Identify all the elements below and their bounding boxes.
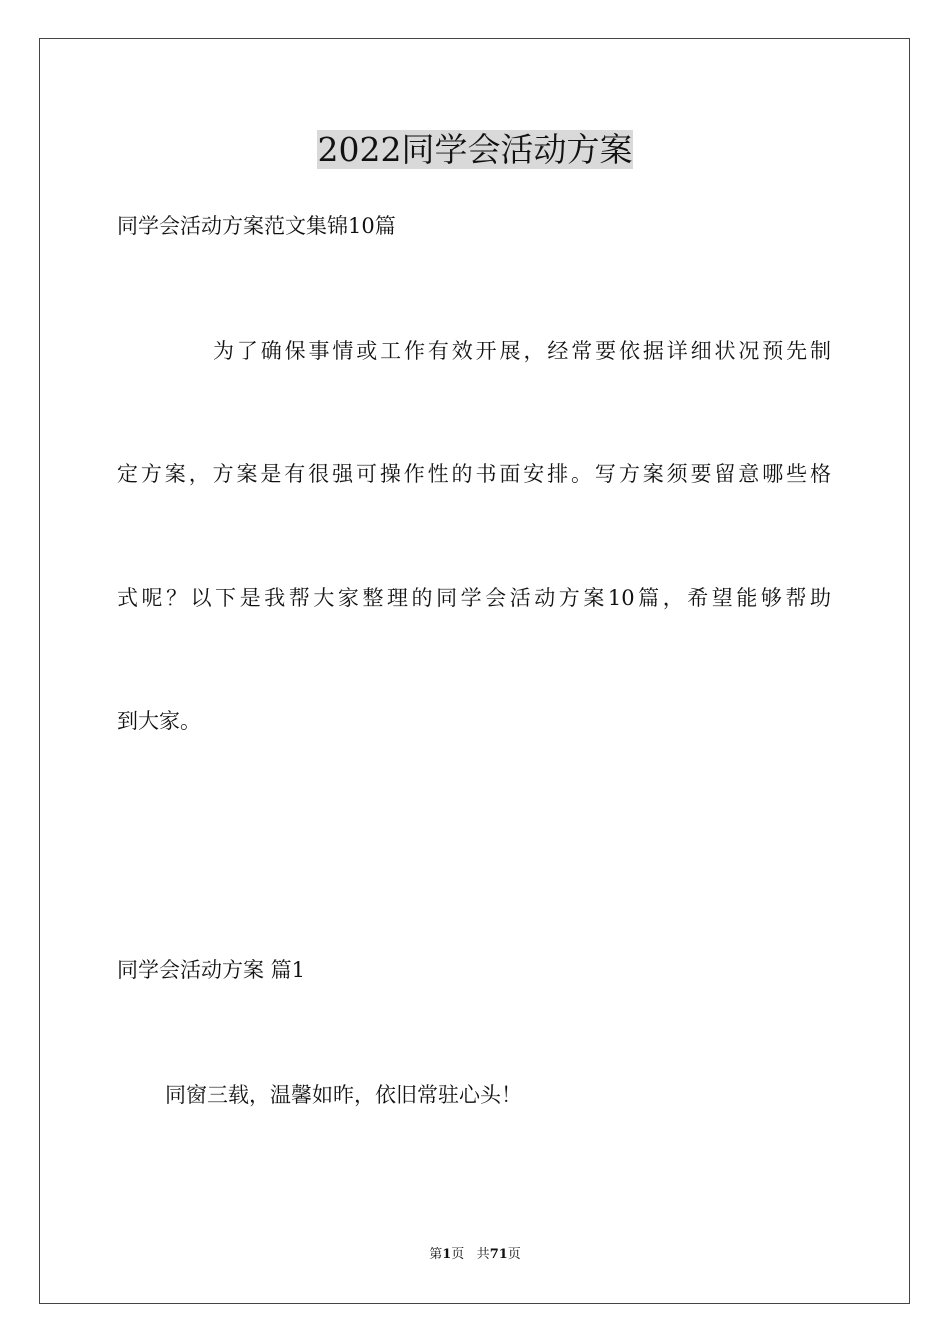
intro-line-4: 到大家。: [117, 709, 201, 733]
footer-total-pages: 71: [489, 1247, 508, 1262]
section-first-line: 同窗三载，温馨如昨，依旧常驻心头！: [165, 1083, 522, 1107]
footer-total-suffix: 页: [507, 1247, 521, 1262]
footer-page-prefix: 第: [429, 1247, 443, 1262]
footer-page-suffix: 页: [451, 1247, 465, 1262]
intro-line-3: 式呢？以下是我帮大家整理的同学会活动方案10篇，希望能够帮助: [117, 586, 831, 610]
document-subtitle: 同学会活动方案范文集锦10篇: [117, 214, 396, 238]
document-title-text: 2022同学会活动方案: [317, 130, 633, 169]
intro-line-2: 定方案，方案是有很强可操作性的书面安排。写方案须要留意哪些格: [117, 462, 831, 486]
section-heading: 同学会活动方案 篇1: [117, 958, 306, 982]
intro-line-1: 为了确保事情或工作有效开展，经常要依据详细状况预先制: [213, 339, 831, 363]
footer-page-current: 1: [442, 1247, 452, 1262]
page-footer: [0, 1246, 950, 1264]
footer-total-prefix: 共: [476, 1247, 490, 1262]
document-title: [0, 128, 950, 172]
